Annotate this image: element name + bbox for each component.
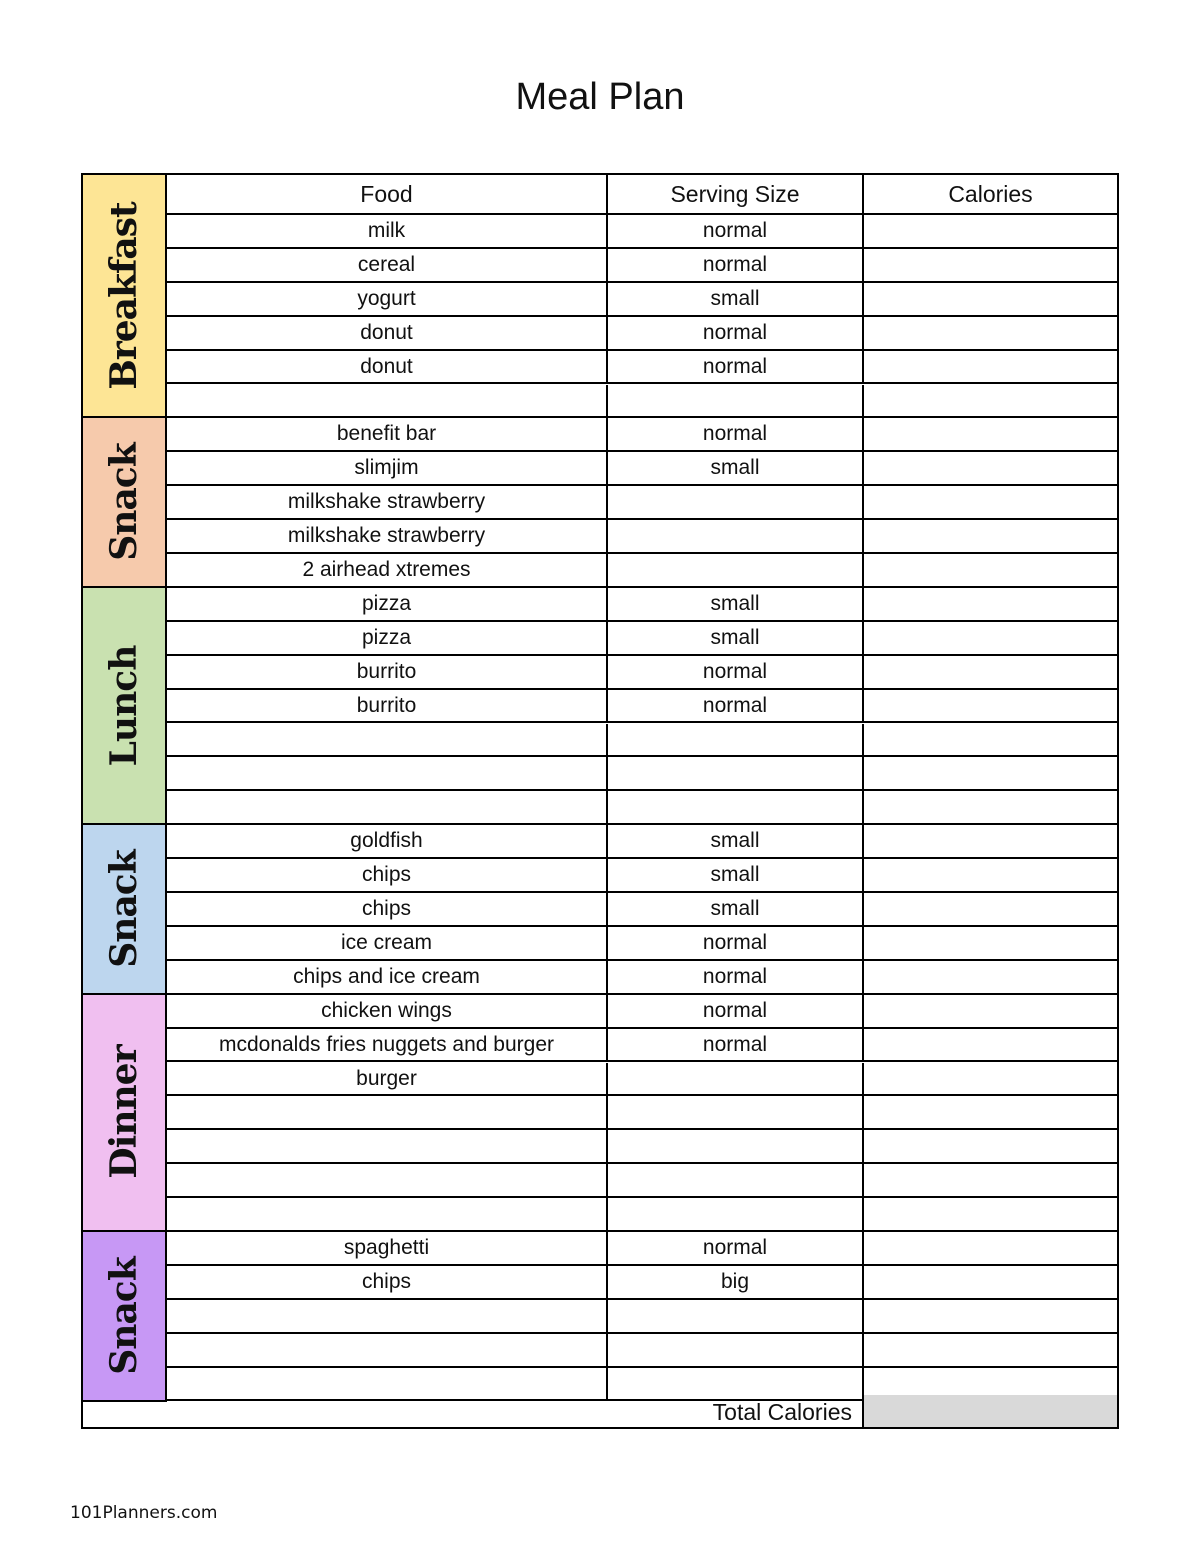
serving-size-cell[interactable]: normal — [608, 418, 864, 450]
table-row — [167, 588, 1117, 622]
table-row — [167, 385, 1117, 419]
serving-size-cell[interactable]: small — [608, 588, 864, 620]
table-row — [167, 351, 1117, 385]
food-cell[interactable]: milkshake strawberry — [167, 520, 608, 552]
food-cell[interactable]: spaghetti — [167, 1232, 608, 1264]
food-cell[interactable]: ice cream — [167, 927, 608, 959]
serving-size-cell[interactable] — [608, 486, 864, 518]
calories-cell[interactable] — [864, 418, 1117, 450]
section-label-snack-1 — [83, 418, 167, 588]
food-cell[interactable] — [167, 724, 608, 756]
section-label-text: Snack — [103, 850, 145, 968]
section-label-snack-5 — [83, 1232, 167, 1402]
section-label-text: Breakfast — [103, 202, 145, 390]
table-row — [167, 825, 1117, 859]
calories-cell[interactable] — [864, 486, 1117, 518]
serving-size-cell[interactable] — [608, 1334, 864, 1366]
calories-cell[interactable] — [864, 893, 1117, 925]
serving-size-cell[interactable]: normal — [608, 351, 864, 383]
serving-size-cell[interactable] — [608, 1096, 864, 1128]
calories-cell[interactable] — [864, 724, 1117, 756]
table-row — [167, 1164, 1117, 1198]
food-cell[interactable]: donut — [167, 317, 608, 349]
calories-cell[interactable] — [864, 927, 1117, 959]
serving-size-cell[interactable] — [608, 724, 864, 756]
food-cell[interactable] — [167, 1334, 608, 1366]
calories-cell[interactable] — [864, 283, 1117, 315]
table-row — [167, 859, 1117, 893]
serving-size-cell[interactable]: normal — [608, 961, 864, 993]
calories-cell[interactable] — [864, 1266, 1117, 1298]
serving-size-cell[interactable]: normal — [608, 656, 864, 688]
calories-cell[interactable] — [864, 249, 1117, 281]
serving-size-cell[interactable] — [608, 1300, 864, 1332]
total-calories-label: Total Calories — [464, 1395, 864, 1427]
food-cell[interactable] — [167, 757, 608, 789]
section-label-text: Lunch — [103, 645, 145, 766]
table-row — [167, 622, 1117, 656]
calories-cell[interactable] — [864, 1198, 1117, 1230]
table-row — [167, 554, 1117, 588]
meal-plan-table — [81, 173, 1119, 1429]
food-cell[interactable] — [167, 1198, 608, 1230]
food-cell[interactable]: chicken wings — [167, 995, 608, 1027]
serving-size-cell[interactable]: small — [608, 452, 864, 484]
table-header-row — [167, 175, 1117, 215]
calories-cell[interactable] — [864, 1300, 1117, 1332]
calories-cell[interactable] — [864, 961, 1117, 993]
table-row — [167, 724, 1117, 758]
food-cell[interactable]: chips and ice cream — [167, 961, 608, 993]
section-label-dinner-4 — [83, 995, 167, 1232]
calories-cell[interactable] — [864, 1130, 1117, 1162]
section-label-breakfast-0 — [83, 175, 167, 418]
calories-cell[interactable] — [864, 554, 1117, 586]
serving-size-cell[interactable]: normal — [608, 215, 864, 247]
calories-cell[interactable] — [864, 588, 1117, 620]
table-row — [167, 1266, 1117, 1300]
serving-size-cell[interactable]: normal — [608, 249, 864, 281]
serving-size-cell[interactable] — [608, 1130, 864, 1162]
table-row — [167, 1300, 1117, 1334]
page-title: Meal Plan — [515, 76, 685, 118]
calories-cell[interactable] — [864, 690, 1117, 722]
serving-size-cell[interactable]: big — [608, 1266, 864, 1298]
calories-cell[interactable] — [864, 825, 1117, 857]
food-cell[interactable] — [167, 385, 608, 417]
food-cell[interactable]: chips — [167, 859, 608, 891]
food-cell[interactable]: benefit bar — [167, 418, 608, 450]
section-label-snack-3 — [83, 825, 167, 995]
table-row — [167, 1029, 1117, 1063]
section-label-lunch-2 — [83, 588, 167, 825]
calories-cell[interactable] — [864, 622, 1117, 654]
table-row — [167, 1063, 1117, 1097]
food-cell[interactable]: yogurt — [167, 283, 608, 315]
calories-cell[interactable] — [864, 656, 1117, 688]
food-cell[interactable] — [167, 1300, 608, 1332]
table-row — [167, 757, 1117, 791]
serving-size-cell[interactable] — [608, 791, 864, 823]
calories-cell[interactable] — [864, 1334, 1117, 1366]
table-row — [167, 215, 1117, 249]
serving-size-cell[interactable] — [608, 757, 864, 789]
food-cell[interactable]: milk — [167, 215, 608, 247]
section-label-text: Snack — [103, 1257, 145, 1375]
calories-cell[interactable] — [864, 351, 1117, 383]
serving-size-cell[interactable] — [608, 385, 864, 417]
food-cell[interactable]: pizza — [167, 588, 608, 620]
food-cell[interactable]: chips — [167, 1266, 608, 1298]
calories-cell[interactable] — [864, 1164, 1117, 1196]
table-row — [167, 1334, 1117, 1368]
table-row — [167, 995, 1117, 1029]
serving-size-cell[interactable]: small — [608, 859, 864, 891]
serving-size-cell[interactable] — [608, 520, 864, 552]
table-row — [167, 961, 1117, 995]
food-cell[interactable]: donut — [167, 351, 608, 383]
calories-cell[interactable] — [864, 1232, 1117, 1264]
calories-cell[interactable] — [864, 520, 1117, 552]
table-row — [167, 317, 1117, 351]
table-row — [167, 1130, 1117, 1164]
food-cell[interactable]: burrito — [167, 690, 608, 722]
total-calories-row — [83, 1395, 1117, 1427]
food-cell[interactable] — [167, 791, 608, 823]
table-row — [167, 927, 1117, 961]
calories-cell[interactable] — [864, 859, 1117, 891]
table-row — [167, 690, 1117, 724]
table-row — [167, 656, 1117, 690]
table-row — [167, 452, 1117, 486]
section-label-text: Snack — [103, 443, 145, 561]
food-cell[interactable] — [167, 1130, 608, 1162]
calories-cell[interactable] — [864, 1029, 1117, 1061]
column-header-food: Food — [167, 175, 608, 213]
serving-size-cell[interactable]: normal — [608, 317, 864, 349]
table-row — [167, 283, 1117, 317]
serving-size-cell[interactable]: small — [608, 825, 864, 857]
serving-size-cell[interactable]: small — [608, 622, 864, 654]
calories-cell[interactable] — [864, 791, 1117, 823]
serving-size-cell[interactable] — [608, 1198, 864, 1230]
serving-size-cell[interactable]: normal — [608, 927, 864, 959]
food-cell[interactable]: pizza — [167, 622, 608, 654]
food-cell[interactable] — [167, 1096, 608, 1128]
section-label-text: Dinner — [103, 1045, 145, 1179]
serving-size-cell[interactable]: small — [608, 893, 864, 925]
calories-cell[interactable] — [864, 452, 1117, 484]
table-row — [167, 1198, 1117, 1232]
calories-cell[interactable] — [864, 215, 1117, 247]
food-cell[interactable]: burrito — [167, 656, 608, 688]
serving-size-cell[interactable]: small — [608, 283, 864, 315]
calories-cell[interactable] — [864, 995, 1117, 1027]
table-row — [167, 1232, 1117, 1266]
food-cell[interactable]: milkshake strawberry — [167, 486, 608, 518]
food-cell[interactable]: burger — [167, 1063, 608, 1095]
table-row — [167, 520, 1117, 554]
calories-cell[interactable] — [864, 385, 1117, 417]
serving-size-cell[interactable]: normal — [608, 1232, 864, 1264]
serving-size-cell[interactable]: normal — [608, 1029, 864, 1061]
table-row — [167, 486, 1117, 520]
food-cell[interactable]: chips — [167, 893, 608, 925]
table-row — [167, 249, 1117, 283]
serving-size-cell[interactable]: normal — [608, 995, 864, 1027]
table-row — [167, 791, 1117, 825]
table-row — [167, 893, 1117, 927]
serving-size-cell[interactable]: normal — [608, 690, 864, 722]
food-cell[interactable]: slimjim — [167, 452, 608, 484]
column-header-calories: Calories — [948, 181, 1033, 207]
calories-cell[interactable] — [864, 317, 1117, 349]
serving-size-cell[interactable] — [608, 554, 864, 586]
total-calories-value[interactable] — [864, 1395, 1117, 1427]
calories-cell[interactable] — [864, 1063, 1117, 1095]
table-row — [167, 418, 1117, 452]
food-cell[interactable]: goldfish — [167, 825, 608, 857]
calories-cell[interactable] — [864, 1096, 1117, 1128]
footer-credit: 101Planners.com — [70, 1503, 218, 1523]
food-cell[interactable]: mcdonalds fries nuggets and burger — [167, 1029, 608, 1061]
column-header-serving-size: Serving Size — [608, 175, 864, 213]
serving-size-cell[interactable] — [608, 1164, 864, 1196]
food-cell[interactable]: 2 airhead xtremes — [167, 554, 608, 586]
table-row — [167, 1096, 1117, 1130]
calories-cell[interactable] — [864, 757, 1117, 789]
food-cell[interactable]: cereal — [167, 249, 608, 281]
food-cell[interactable] — [167, 1164, 608, 1196]
serving-size-cell[interactable] — [608, 1063, 864, 1095]
